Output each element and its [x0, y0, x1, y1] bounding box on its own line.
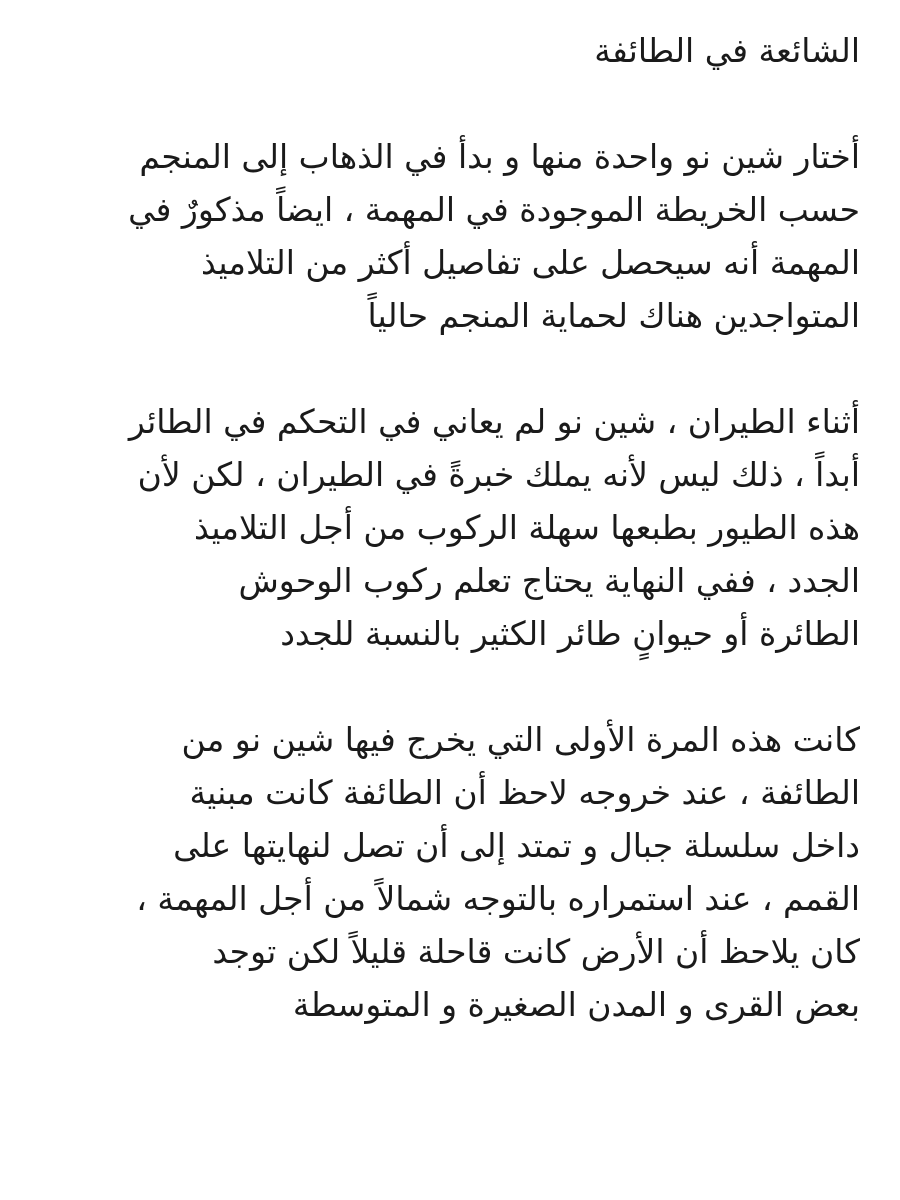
document-text — [40, 24, 860, 1031]
paragraph-gap — [40, 660, 860, 713]
text-line: أختار شين نو واحدة منها و بدأ في الذهاب إلى المنجم — [139, 137, 860, 176]
paragraph-4 — [40, 713, 860, 1031]
text-line: كان يلاحظ أن الأرض كانت قاحلة قليلاً لكن توجد — [212, 932, 860, 971]
text-line: داخل سلسلة جبال و تمتد إلى أن تصل لنهايتها على — [173, 826, 860, 865]
text-line: بعض القرى و المدن الصغيرة و المتوسطة — [292, 985, 860, 1024]
text-line: الجدد ، ففي النهاية يحتاج تعلم ركوب الوحوش — [238, 561, 860, 600]
text-line: هذه الطيور بطبعها سهلة الركوب من أجل التلاميذ — [194, 508, 860, 547]
text-line: أبداً ، ذلك ليس لأنه يملك خبرةً في الطيران ، لكن لأن — [137, 455, 860, 494]
text-line: الشائعة في الطائفة — [594, 31, 860, 70]
paragraph-gap — [40, 342, 860, 395]
paragraph-gap — [40, 77, 860, 130]
paragraph-1 — [40, 24, 860, 77]
text-line: الطائرة أو حيوانٍ طائر الكثير بالنسبة للجدد — [280, 614, 860, 653]
text-line: القمم ، عند استمراره بالتوجه شمالاً من أجل المهمة ، — [136, 879, 860, 918]
text-line: كانت هذه المرة الأولى التي يخرج فيها شين نو من — [181, 720, 860, 759]
text-line: المهمة أنه سيحصل على تفاصيل أكثر من التلاميذ — [201, 243, 860, 282]
paragraph-2 — [40, 130, 860, 342]
text-line: المتواجدين هناك لحماية المنجم حالياً — [367, 296, 860, 335]
text-line: أثناء الطيران ، شين نو لم يعاني في التحكم في الطائر — [128, 402, 860, 441]
text-line: حسب الخريطة الموجودة في المهمة ، ايضاً مذكورٌ في — [128, 190, 860, 229]
paragraph-3 — [40, 395, 860, 660]
text-line: الطائفة ، عند خروجه لاحظ أن الطائفة كانت مبنية — [189, 773, 860, 812]
